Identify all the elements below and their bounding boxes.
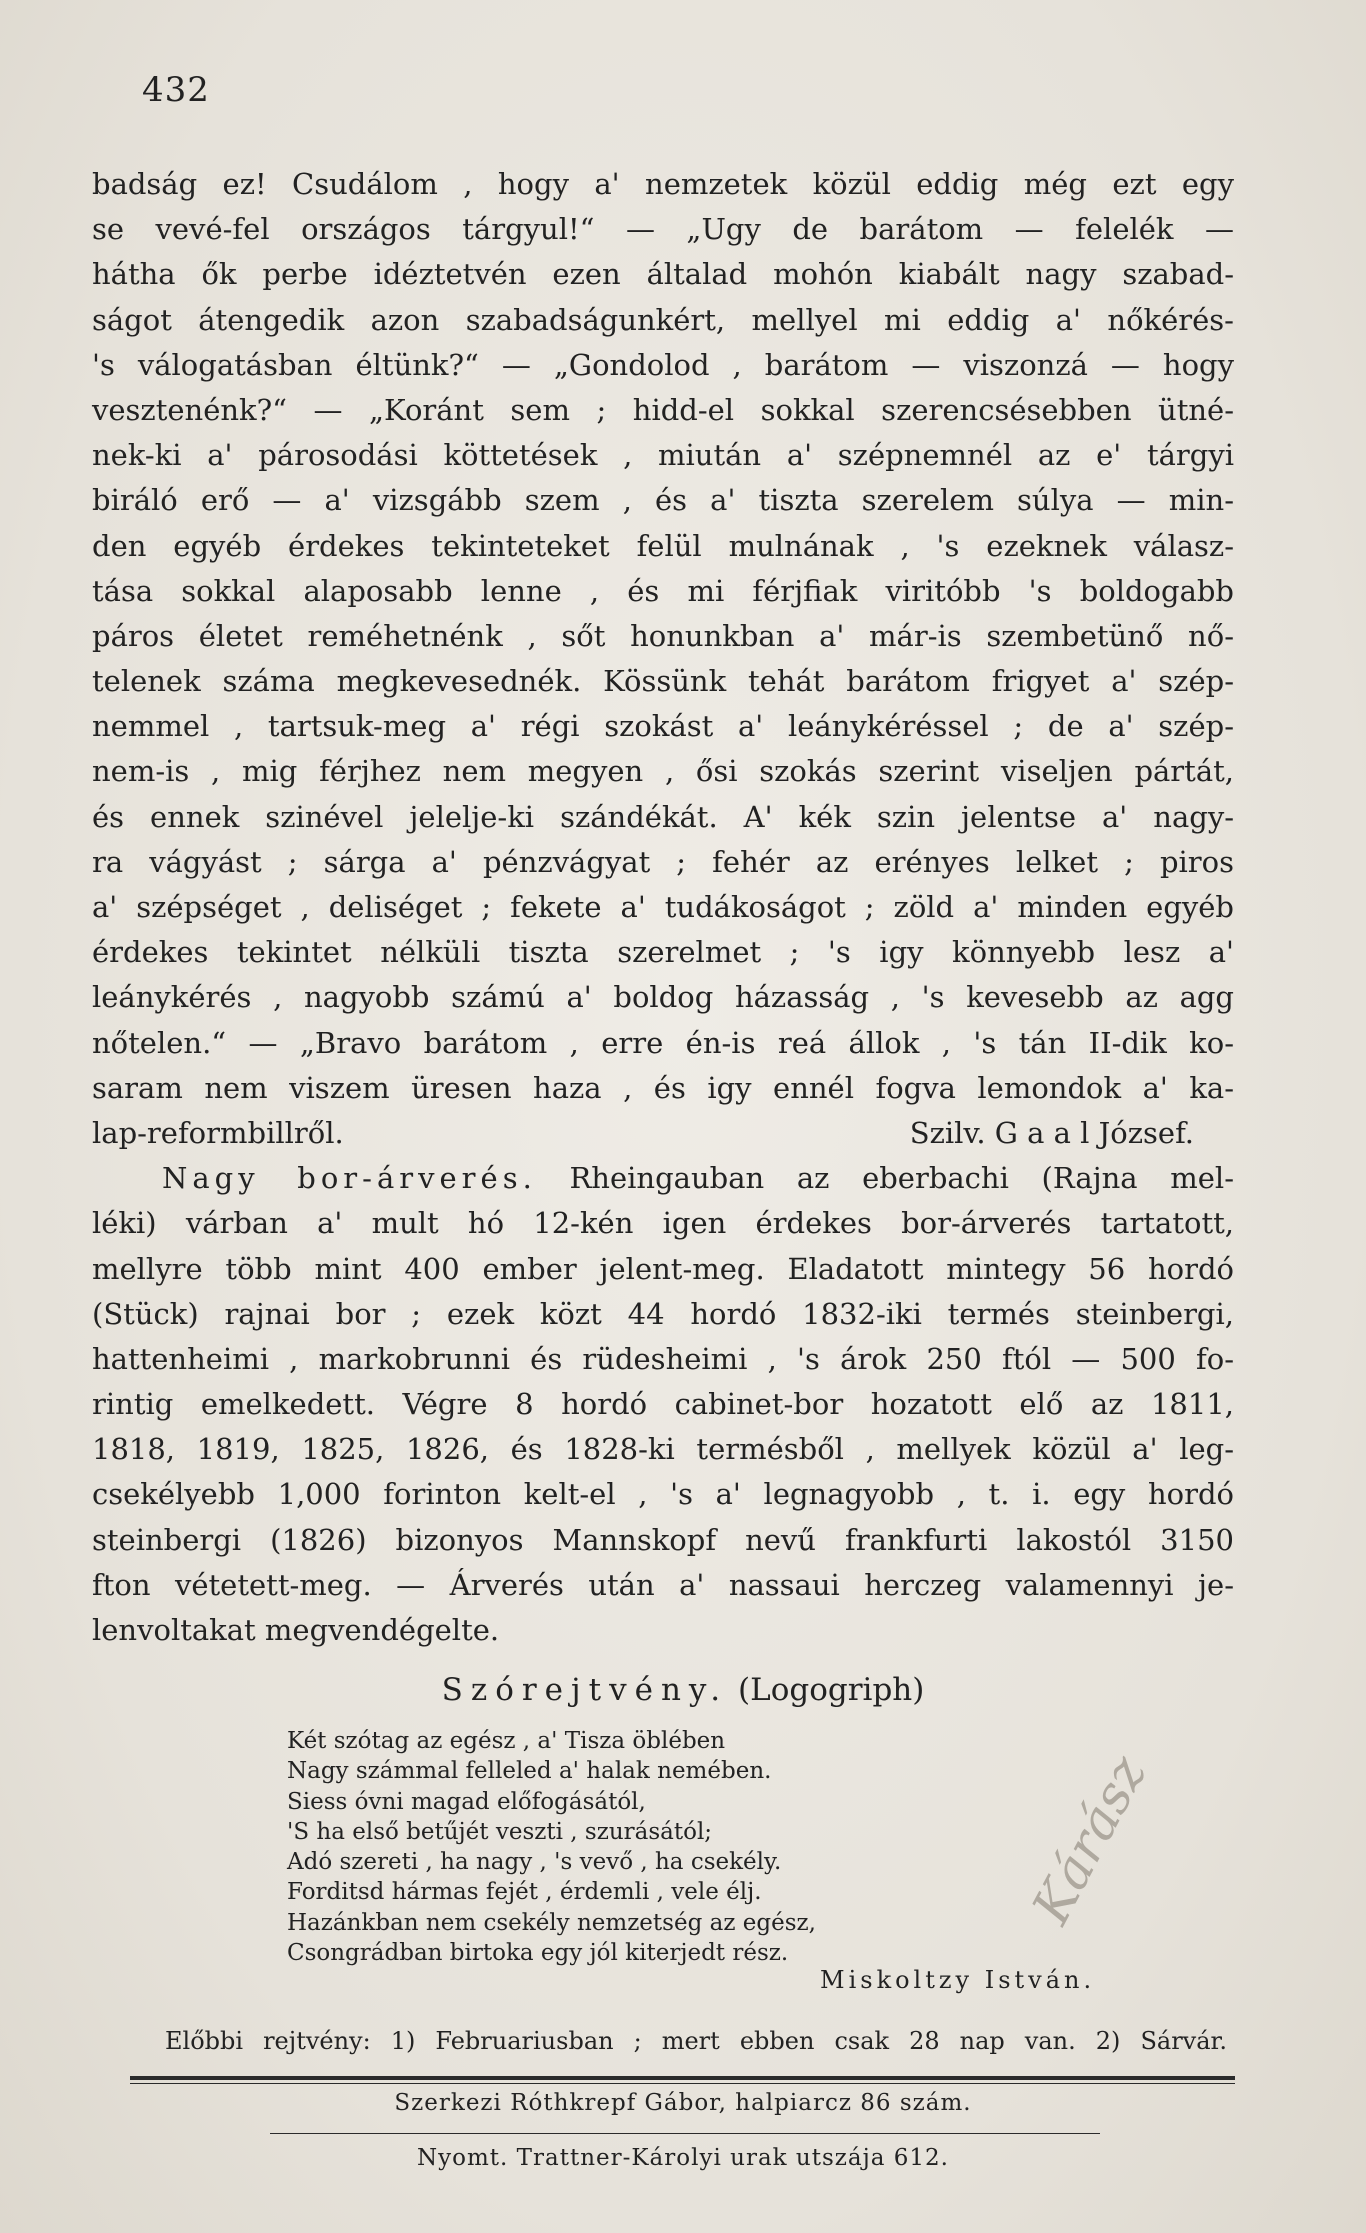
poem-verse: Csongrádban birtoka egy jól kiterjedt rész. [287, 1940, 789, 1967]
text-line: ra vágyást ; sárga a' pénzvágyat ; fehér az erényes lelket ; piros [92, 844, 1234, 879]
article-heading: Nagy bor-árverés. [162, 1161, 537, 1196]
text-line: csekélyebb 1,000 forinton kelt-el , 's a' legnagyobb , t. i. egy hordó [92, 1477, 1234, 1512]
text-line: fton vétetett-meg. — Árverés után a' nassaui herczeg valamennyi je- [92, 1567, 1234, 1602]
text-line: tása sokkal alaposabb lenne , és mi férjfiak viritóbb 's boldogabb [92, 573, 1234, 608]
text-line: mellyre több mint 400 ember jelent-meg. Eladatott mintegy 56 hordó [92, 1251, 1234, 1286]
text-line: (Stück) rajnai bor ; ezek közt 44 hordó 1832-iki termés steinbergi, [92, 1296, 1234, 1331]
text-line [92, 1156, 1234, 1201]
text-line: lenvoltakat megvendégelte. [92, 1613, 500, 1647]
text-line: nem-is , mig férjhez nem megyen , ősi szokás szerint viseljen pártát, [92, 754, 1234, 789]
text-line: léki) várban a' mult hó 12-kén igen érdekes bor-árverés tartatott, [92, 1206, 1234, 1241]
text-line: nemmel , tartsuk-meg a' régi szokást a' leánykéréssel ; de a' szép- [92, 709, 1234, 744]
text-line: rintig emelkedett. Végre 8 hordó cabinet-bor hozatott elő az 1811, [92, 1387, 1234, 1422]
divider-imprint [270, 2133, 1100, 2134]
poem-verse: 'S ha első betűjét veszti , szurásától; [287, 1818, 713, 1845]
text-line-end: lap-reformbillről. [92, 1115, 344, 1150]
poem-verse: Két szótag az egész , a' Tisza öblében [287, 1728, 726, 1754]
editor-imprint: Szerkezi Róthkrepf Gábor, halpiarcz 86 szám. [394, 2090, 972, 2116]
page-number: 432 [142, 70, 210, 110]
poem-verse: Hazánkban nem csekély nemzetség az egész, [287, 1909, 816, 1936]
text-line: den egyéb érdekes tekinteteket felül mulnának , 's ezeknek válasz- [92, 528, 1234, 563]
text-line: leánykérés , nagyobb számú a' boldog házasság , 's kevesebb az agg [92, 980, 1234, 1015]
poem-verse: Forditsd hármas fejét , érdemli , vele élj. [287, 1879, 762, 1906]
text-line: steinbergi (1826) bizonyos Mannskopf nevű frankfurti lakostól 3150 [92, 1522, 1234, 1557]
text-line-signed [92, 1111, 1234, 1156]
text-line: hátha ők perbe idéztetvén ezen általad mohón kiabált nagy szabad- [92, 257, 1234, 292]
puzzle-heading: Szórejtvény. [441, 1672, 729, 1708]
text-line: badság ez! Csudálom , hogy a' nemzetek közül eddig még ezt egy [92, 167, 1234, 201]
text-line: ságot átengedik azon szabadságunkért, mellyel mi eddig a' nőkérés- [92, 302, 1234, 337]
divider-thick [130, 2076, 1235, 2080]
text-line: érdekes tekintet nélküli tiszta szerelmet ; 's igy könnyebb lesz a' [92, 935, 1234, 970]
text-line: a' szépséget , deliséget ; fekete a' tudákoságot ; zöld a' minden egyéb [92, 890, 1234, 924]
author-signature: Szilv. G a a l József. [909, 1115, 1194, 1150]
text-line: nek-ki a' párosodási köttetések , miután a' szépnemnél az e' tárgyi [92, 438, 1234, 473]
article-wedding-customs [92, 162, 1234, 1156]
poem-verse: Siess óvni magad előfogásától, [287, 1788, 646, 1815]
poem-signature: Miskoltzy István. [820, 1966, 1096, 1994]
heading-line-rest: Rheingauban az eberbachi (Rajna mel- [569, 1161, 1234, 1196]
text-line: biráló erő — a' vizsgább szem , és a' tiszta szerelem súlya — min- [92, 483, 1234, 518]
text-line: 's válogatásban éltünk?“ — „Gondolod , barátom — viszonzá — hogy [92, 347, 1234, 382]
previous-puzzle-solution: Előbbi rejtvény: 1) Februariusban ; mert ebben csak 28 nap van. 2) Sárvár. [165, 2027, 1227, 2055]
poem-verse: Nagy számmal felleled a' halak nemében. [287, 1758, 772, 1785]
text-line: 1818, 1819, 1825, 1826, és 1828-ki termésből , mellyek közül a' leg- [92, 1432, 1234, 1467]
text-line: és ennek szinével jelelje-ki szándékát. A' kék szin jelentse a' nagy- [92, 799, 1234, 834]
body-text [92, 162, 1234, 1653]
text-line: saram nem viszem üresen haza , és igy ennél fogva lemondok a' ka- [92, 1070, 1234, 1105]
text-line: nőtelen.“ — „Bravo barátom , erre én-is reá állok , 's tán II-dik ko- [92, 1025, 1234, 1060]
text-line: vesztenénk?“ — „Koránt sem ; hidd-el sokkal szerencsésebben ütné- [92, 392, 1234, 427]
text-line: hattenheimi , markobrunni és rüdesheimi , 's árok 250 ftól — 500 fo- [92, 1341, 1234, 1376]
text-line: telenek száma megkevesednék. Kössünk tehát barátom frigyet a' szép- [92, 664, 1234, 699]
poem-verse: Adó szereti , ha nagy , 's vevő , ha csekély. [287, 1849, 782, 1876]
text-line: se vevé-fel országos tárgyul!“ — „Ugy de barátom — felelék — [92, 212, 1234, 247]
puzzle-subtitle: (Logogriph) [738, 1672, 925, 1708]
puzzle-title [0, 1672, 1366, 1708]
handwritten-annotation: Kárász [1021, 1746, 1159, 1934]
divider-thin [130, 2083, 1235, 2084]
printer-imprint: Nyomt. Trattner-Károlyi urak utszája 612. [417, 2145, 949, 2171]
text-line: páros életet reméhetnénk , sőt honunkban a' már-is szembetünő nő- [92, 618, 1234, 653]
article-wine-auction [92, 1156, 1234, 1653]
puzzle-poem [287, 1726, 987, 1968]
